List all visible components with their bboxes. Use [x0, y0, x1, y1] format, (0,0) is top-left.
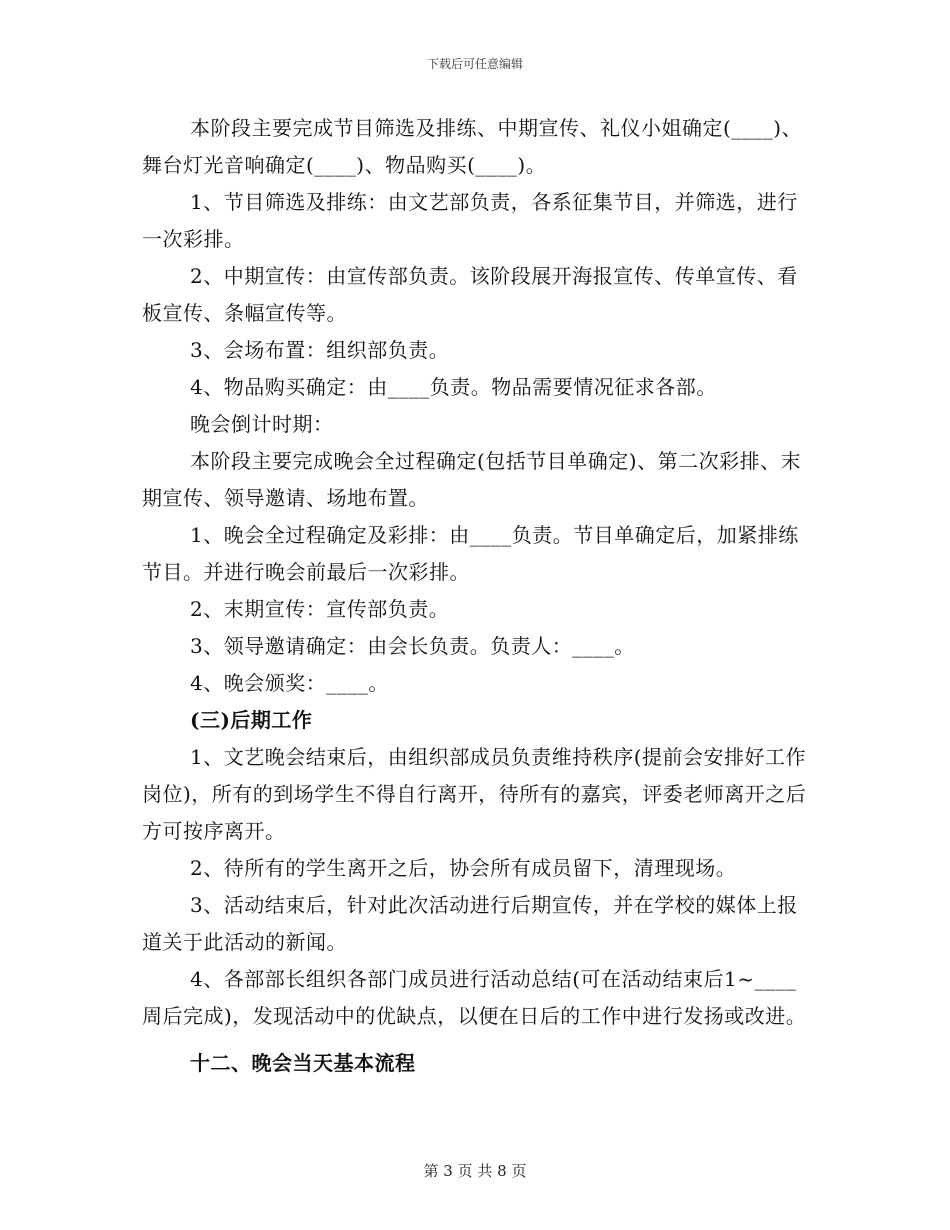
paragraph-post-item-2: 2、待所有的学生离开之后，协会所有成员留下，清理现场。 — [190, 856, 737, 880]
paragraph-countdown-intro: 本阶段主要完成晚会全过程确定(包括节目单确定)、第二次彩排、末期宣传、领导邀请、场地布置。 — [142, 449, 802, 510]
paragraph-countdown-item-3: 3、领导邀请确定：由会长负责。负责人：____。 — [190, 634, 635, 658]
section-heading-post-work: (三)后期工作 — [190, 708, 313, 732]
paragraph-post-item-4: 4、各部部长组织各部门成员进行活动总结(可在活动结束后1~____周后完成)，发现活动中的优缺点，以便在日后的工作中进行发扬或改进。 — [142, 967, 807, 1028]
paragraph-item-3: 3、会场布置：组织部负责。 — [190, 338, 450, 362]
paragraph-post-item-3: 3、活动结束后，针对此次活动进行后期宣传，并在学校的媒体上报道关于此活动的新闻。 — [142, 893, 798, 954]
paragraph-countdown-label: 晚会倒计时期： — [190, 412, 334, 436]
paragraph-countdown-item-2: 2、末期宣传：宣传部负责。 — [190, 597, 450, 621]
page-footer: 第 3 页 共 8 页 — [423, 1162, 527, 1180]
paragraph-item-4: 4、物品购买确定：由____负责。物品需要情况征求各部。 — [190, 375, 717, 399]
paragraph-item-2: 2、中期宣传：由宣传部负责。该阶段展开海报宣传、传单宣传、看板宣传、条幅宣传等。 — [142, 264, 798, 325]
paragraph-post-item-1: 1、文艺晚会结束后，由组织部成员负责维持秩序(提前会安排好工作岗位)，所有的到场学生不得自行离开，待所有的嘉宾，评委老师离开之后方可按序离开。 — [142, 745, 807, 843]
paragraph-item-1: 1、节目筛选及排练：由文艺部负责，各系征集节目，并筛选，进行一次彩排。 — [142, 190, 798, 251]
paragraph-countdown-item-4: 4、晚会颁奖：____。 — [190, 671, 389, 695]
document-body — [142, 110, 812, 1082]
page-header: 下载后可任意编辑 — [426, 57, 523, 71]
paragraph-intro: 本阶段主要完成节目筛选及排练、中期宣传、礼仪小姐确定(____)、舞台灯光音响确定(____)、物品购买(____)。 — [142, 116, 803, 177]
section-heading-evening-flow: 十二、晚会当天基本流程 — [190, 1051, 416, 1075]
paragraph-countdown-item-1: 1、晚会全过程确定及彩排：由____负责。节目单确定后，加紧排练节目。并进行晚会前最后一次彩排。 — [142, 523, 799, 584]
